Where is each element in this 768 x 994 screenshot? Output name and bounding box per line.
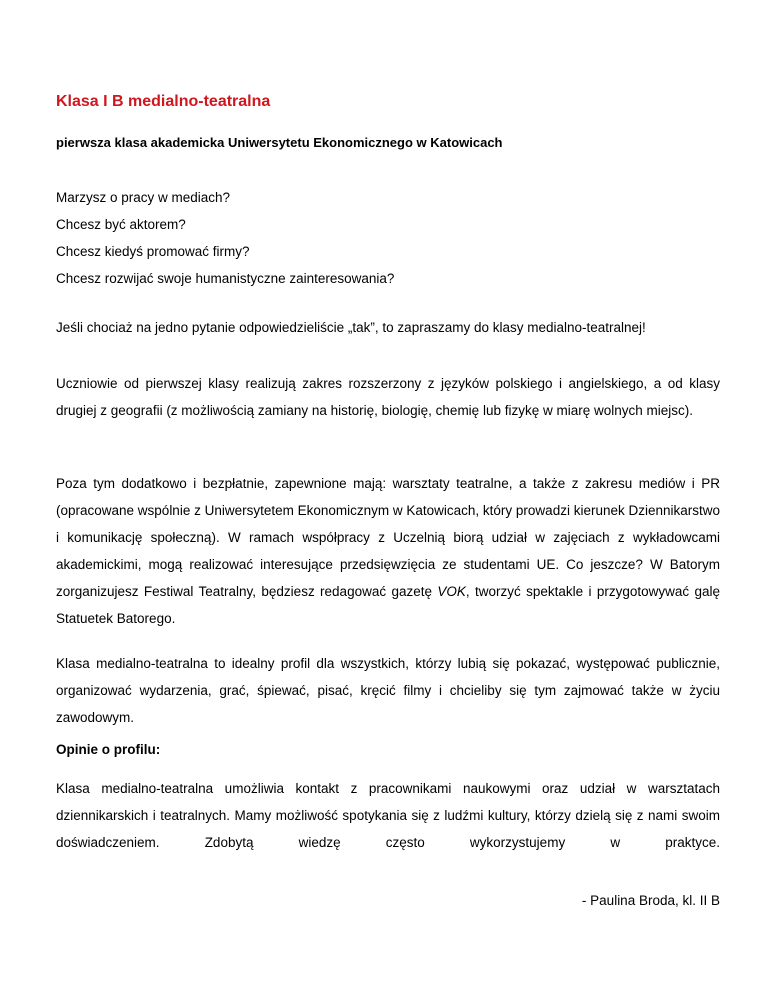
question-item: Chcesz kiedyś promować firmy? [56,244,250,259]
extras-text-part2: , tworzyć spektakle i przygotowywać galę Statuetek Batorego. [56,584,720,626]
page-title: Klasa I B medialno-teatralna [56,93,271,110]
summary-paragraph: Klasa medialno-teatralna to idealny profil dla wszystkich, którzy lubią się pokazać, występować publicznie, organizować wydarzenia, grać, śpiewać, pisać, kręcić filmy i chcieliby się tym zajmować także w życiu zawodowym. [56,656,720,725]
opinion-signature: - Paulina Broda, kl. II B [581,893,720,908]
opinions-heading: Opinie o profilu: [56,742,161,757]
invitation-paragraph: Jeśli chociaż na jedno pytanie odpowiedzieliście „tak”, to zapraszamy do klasy medialno-teatralnej! [56,320,646,335]
question-item: Chcesz rozwijać swoje humanistyczne zainteresowania? [56,271,395,286]
opinion-text: Klasa medialno-teatralna umożliwia kontakt z pracownikami naukowymi oraz udział w warsztatach dziennikarskich i teatralnych. Mamy możliwość spotykania się z ludźmi kultury, którzy dzielą się z nami swoim doświadczeniem. Zdobytą wiedzę często wykorzystujemy w praktyce. [56,781,720,850]
question-item: Chcesz być aktorem? [56,217,186,232]
extras-text-part1: Poza tym dodatkowo i bezpłatnie, zapewnione mają: warsztaty teatralne, a także z zakresu mediów i PR (opracowane wspólnie z Uniwersytetem Ekonomicznym w Katowicach, który prowadzi kierunek Dziennikarstwo i komunikację społeczną). W ramach współpracy z Uczelnią biorą udział w zajęciach z wykładowcami akademickimi, mogą realizować interesujące przedsięwzięcia ze studentami UE. Co jeszcze? W Batorym zorganizujesz Festiwal Teatralny, będziesz redagować gazetę [56,476,721,599]
extras-paragraph [56,470,720,632]
questions-list [56,184,720,292]
subjects-paragraph: Uczniowie od pierwszej klasy realizują zakres rozszerzony z języków polskiego i angielskiego, a od klasy drugiej z geografii (z możliwością zamiany na historię, biologię, chemię lub fizykę w miarę wolnych miejsc). [56,376,720,418]
magazine-name: VOK [437,584,466,599]
page-subtitle: pierwsza klasa akademicka Uniwersytetu Ekonomicznego w Katowicach [56,135,503,150]
question-item: Marzysz o pracy w mediach? [56,190,231,205]
